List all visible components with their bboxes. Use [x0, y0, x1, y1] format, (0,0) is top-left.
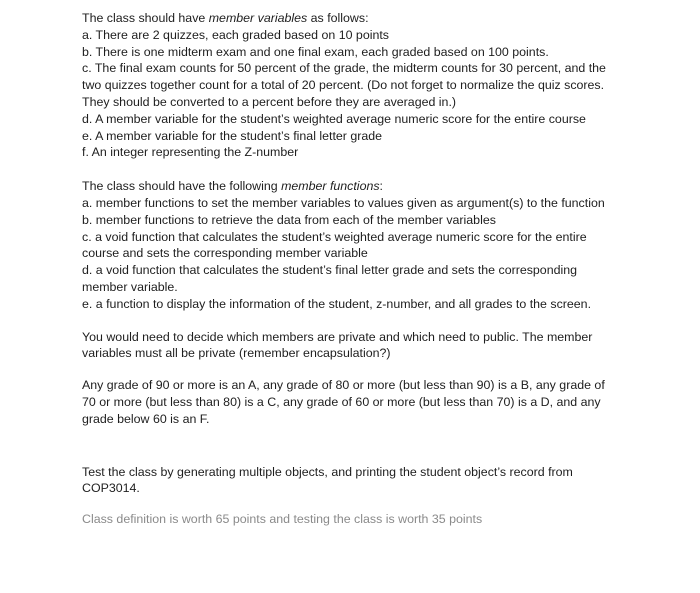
list-item: b. member functions to retrieve the data from each of the member variables [82, 212, 496, 227]
member-variables-intro: The class should have member variables as follows: [82, 11, 369, 25]
list-item: a. There are 2 quizzes, each graded based on 10 points [82, 27, 389, 42]
list-item: a. member functions to set the member variables to values given as argument(s) to the function [82, 195, 605, 210]
list-item: d. a void function that calculates the student’s final letter grade and sets the corresponding [82, 263, 578, 278]
assignment-document [82, 10, 642, 528]
list-item: They should be converted to a percent before they are averaged in.) [82, 94, 457, 109]
paragraph-line: Test the class by generating multiple objects, and printing the student object’s record from [82, 464, 573, 479]
paragraph-line: COP3014. [82, 481, 140, 496]
paragraph-gap [82, 161, 642, 178]
list-item: e. a function to display the information of the student, z-number, and all grades to the screen. [82, 296, 592, 311]
member-functions-section [82, 178, 642, 312]
member-variables-section [82, 10, 642, 161]
member-variables-emphasis: member variables [208, 11, 308, 25]
list-item: c. a void function that calculates the student’s weighted average numeric score for the entire [82, 229, 587, 244]
grading-paragraph [82, 377, 642, 427]
list-item: e. A member variable for the student’s final letter grade [82, 128, 383, 143]
list-item: b. There is one midterm exam and one final exam, each graded based on 100 points. [82, 44, 549, 59]
paragraph-line: Any grade of 90 or more is an A, any grade of 80 or more (but less than 90) is a B, any grade of [82, 378, 605, 393]
list-item: member variable. [82, 279, 178, 294]
points-note: Class definition is worth 65 points and testing the class is worth 35 points [82, 512, 483, 527]
paragraph-gap [82, 428, 642, 464]
paragraph-gap [82, 313, 642, 329]
list-item: d. A member variable for the student’s weighted average numeric score for the entire course [82, 111, 586, 126]
member-functions-emphasis: member functions [281, 179, 380, 194]
paragraph-line: grade below 60 is an F. [82, 411, 210, 426]
list-item: two quizzes together count for a total of 20 percent. (Do not forget to normalize the quiz scores. [82, 78, 605, 93]
privacy-paragraph [82, 329, 642, 363]
list-item: c. The final exam counts for 50 percent of the grade, the midterm counts for 30 percent, and the [82, 61, 606, 76]
testing-paragraph [82, 464, 642, 498]
paragraph-gap [82, 362, 642, 377]
paragraph-gap [82, 497, 642, 511]
list-item: f. An integer representing the Z-number [82, 145, 299, 160]
paragraph-line: You would need to decide which members are private and which need to public. The member [82, 329, 593, 344]
paragraph-line: variables must all be private (remember encapsulation?) [82, 346, 391, 361]
list-item: course and sets the corresponding member variable [82, 246, 368, 261]
paragraph-line: 70 or more (but less than 80) is a C, any grade of 60 or more (but less than 70) is a D, and any [82, 394, 601, 409]
member-functions-intro: The class should have the following member functions: [82, 179, 383, 194]
